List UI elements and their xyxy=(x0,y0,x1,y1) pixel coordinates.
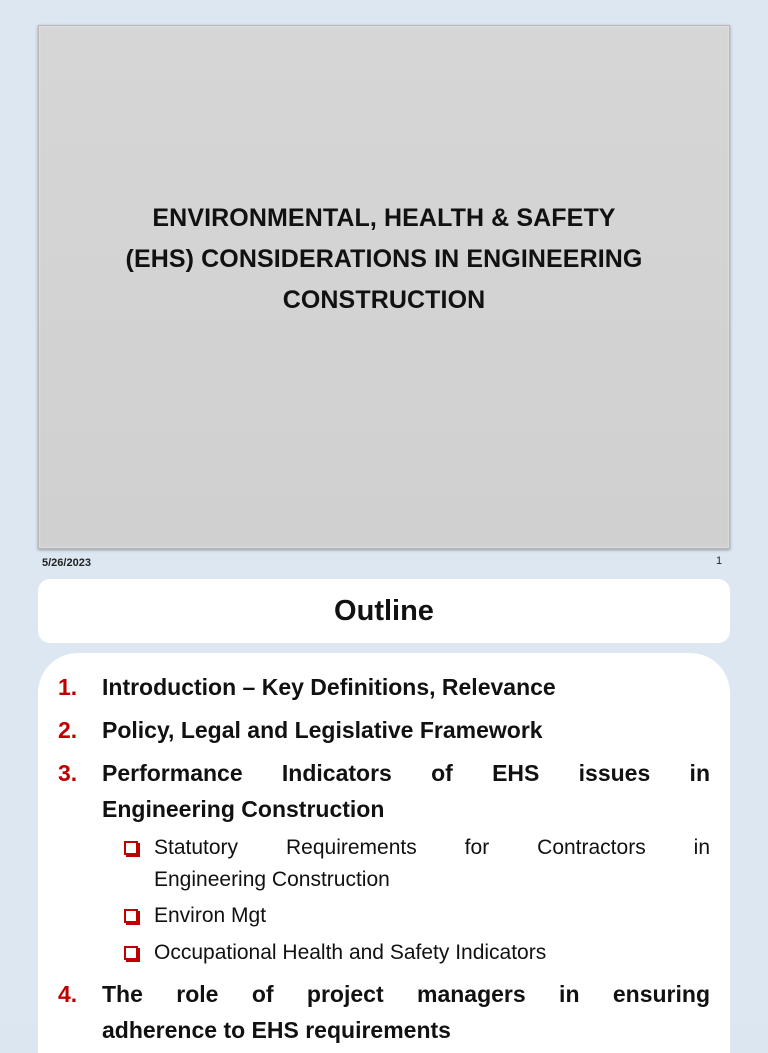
checkbox-bullet-icon xyxy=(124,841,138,855)
outline-subitem-text: Occupational Health and Safety Indicators xyxy=(154,941,547,964)
outline-item-text-line1: Performance Indicators of EHS issues in xyxy=(102,760,710,786)
outline-heading: Outline xyxy=(334,595,434,627)
outline-subitem-2 xyxy=(124,900,710,932)
title-line: CONSTRUCTION xyxy=(282,286,486,314)
outline-item-text: Introduction – Key Definitions, Relevance xyxy=(102,674,556,700)
title-slide xyxy=(38,25,730,549)
slide-date: 5/26/2023 xyxy=(42,557,91,569)
outline-item-3 xyxy=(58,755,710,827)
outline-subitem-text-line1: Statutory Requirements for Contractors in xyxy=(154,836,710,859)
outline-item-text-line2: Engineering Construction xyxy=(102,796,385,822)
outline-subitem-1 xyxy=(124,832,710,896)
title-line: ENVIRONMENTAL, HEALTH & SAFETY xyxy=(152,204,616,232)
outline-item-4 xyxy=(58,976,710,1048)
outline-heading-box xyxy=(38,579,730,643)
outline-item-text-line1: The role of project managers in ensuring xyxy=(102,981,710,1007)
outline-subitem-text-line2: Engineering Construction xyxy=(154,868,390,891)
outline-subitem-3 xyxy=(124,937,710,969)
slide-page-number: 1 xyxy=(716,555,723,567)
outline-subitem-text: Environ Mgt xyxy=(154,904,267,927)
outline-item-number: 1. xyxy=(58,674,78,700)
outline-subitem-text xyxy=(154,832,710,896)
outline-item-number: 3. xyxy=(58,760,78,786)
checkbox-bullet-icon xyxy=(124,909,138,923)
outline-item-text: Policy, Legal and Legislative Framework xyxy=(102,717,543,743)
outline-item-2 xyxy=(58,712,710,748)
title-line: (EHS) CONSIDERATIONS IN ENGINEERING xyxy=(125,245,643,273)
outline-item-text-line2: adherence to EHS requirements xyxy=(102,1017,451,1043)
outline-content-box xyxy=(38,653,730,1053)
checkbox-bullet-icon xyxy=(124,946,138,960)
outline-item-number: 4. xyxy=(58,981,78,1007)
title-slide-heading xyxy=(79,198,689,321)
outline-item-1 xyxy=(58,669,710,705)
outline-item-number: 2. xyxy=(58,717,78,743)
